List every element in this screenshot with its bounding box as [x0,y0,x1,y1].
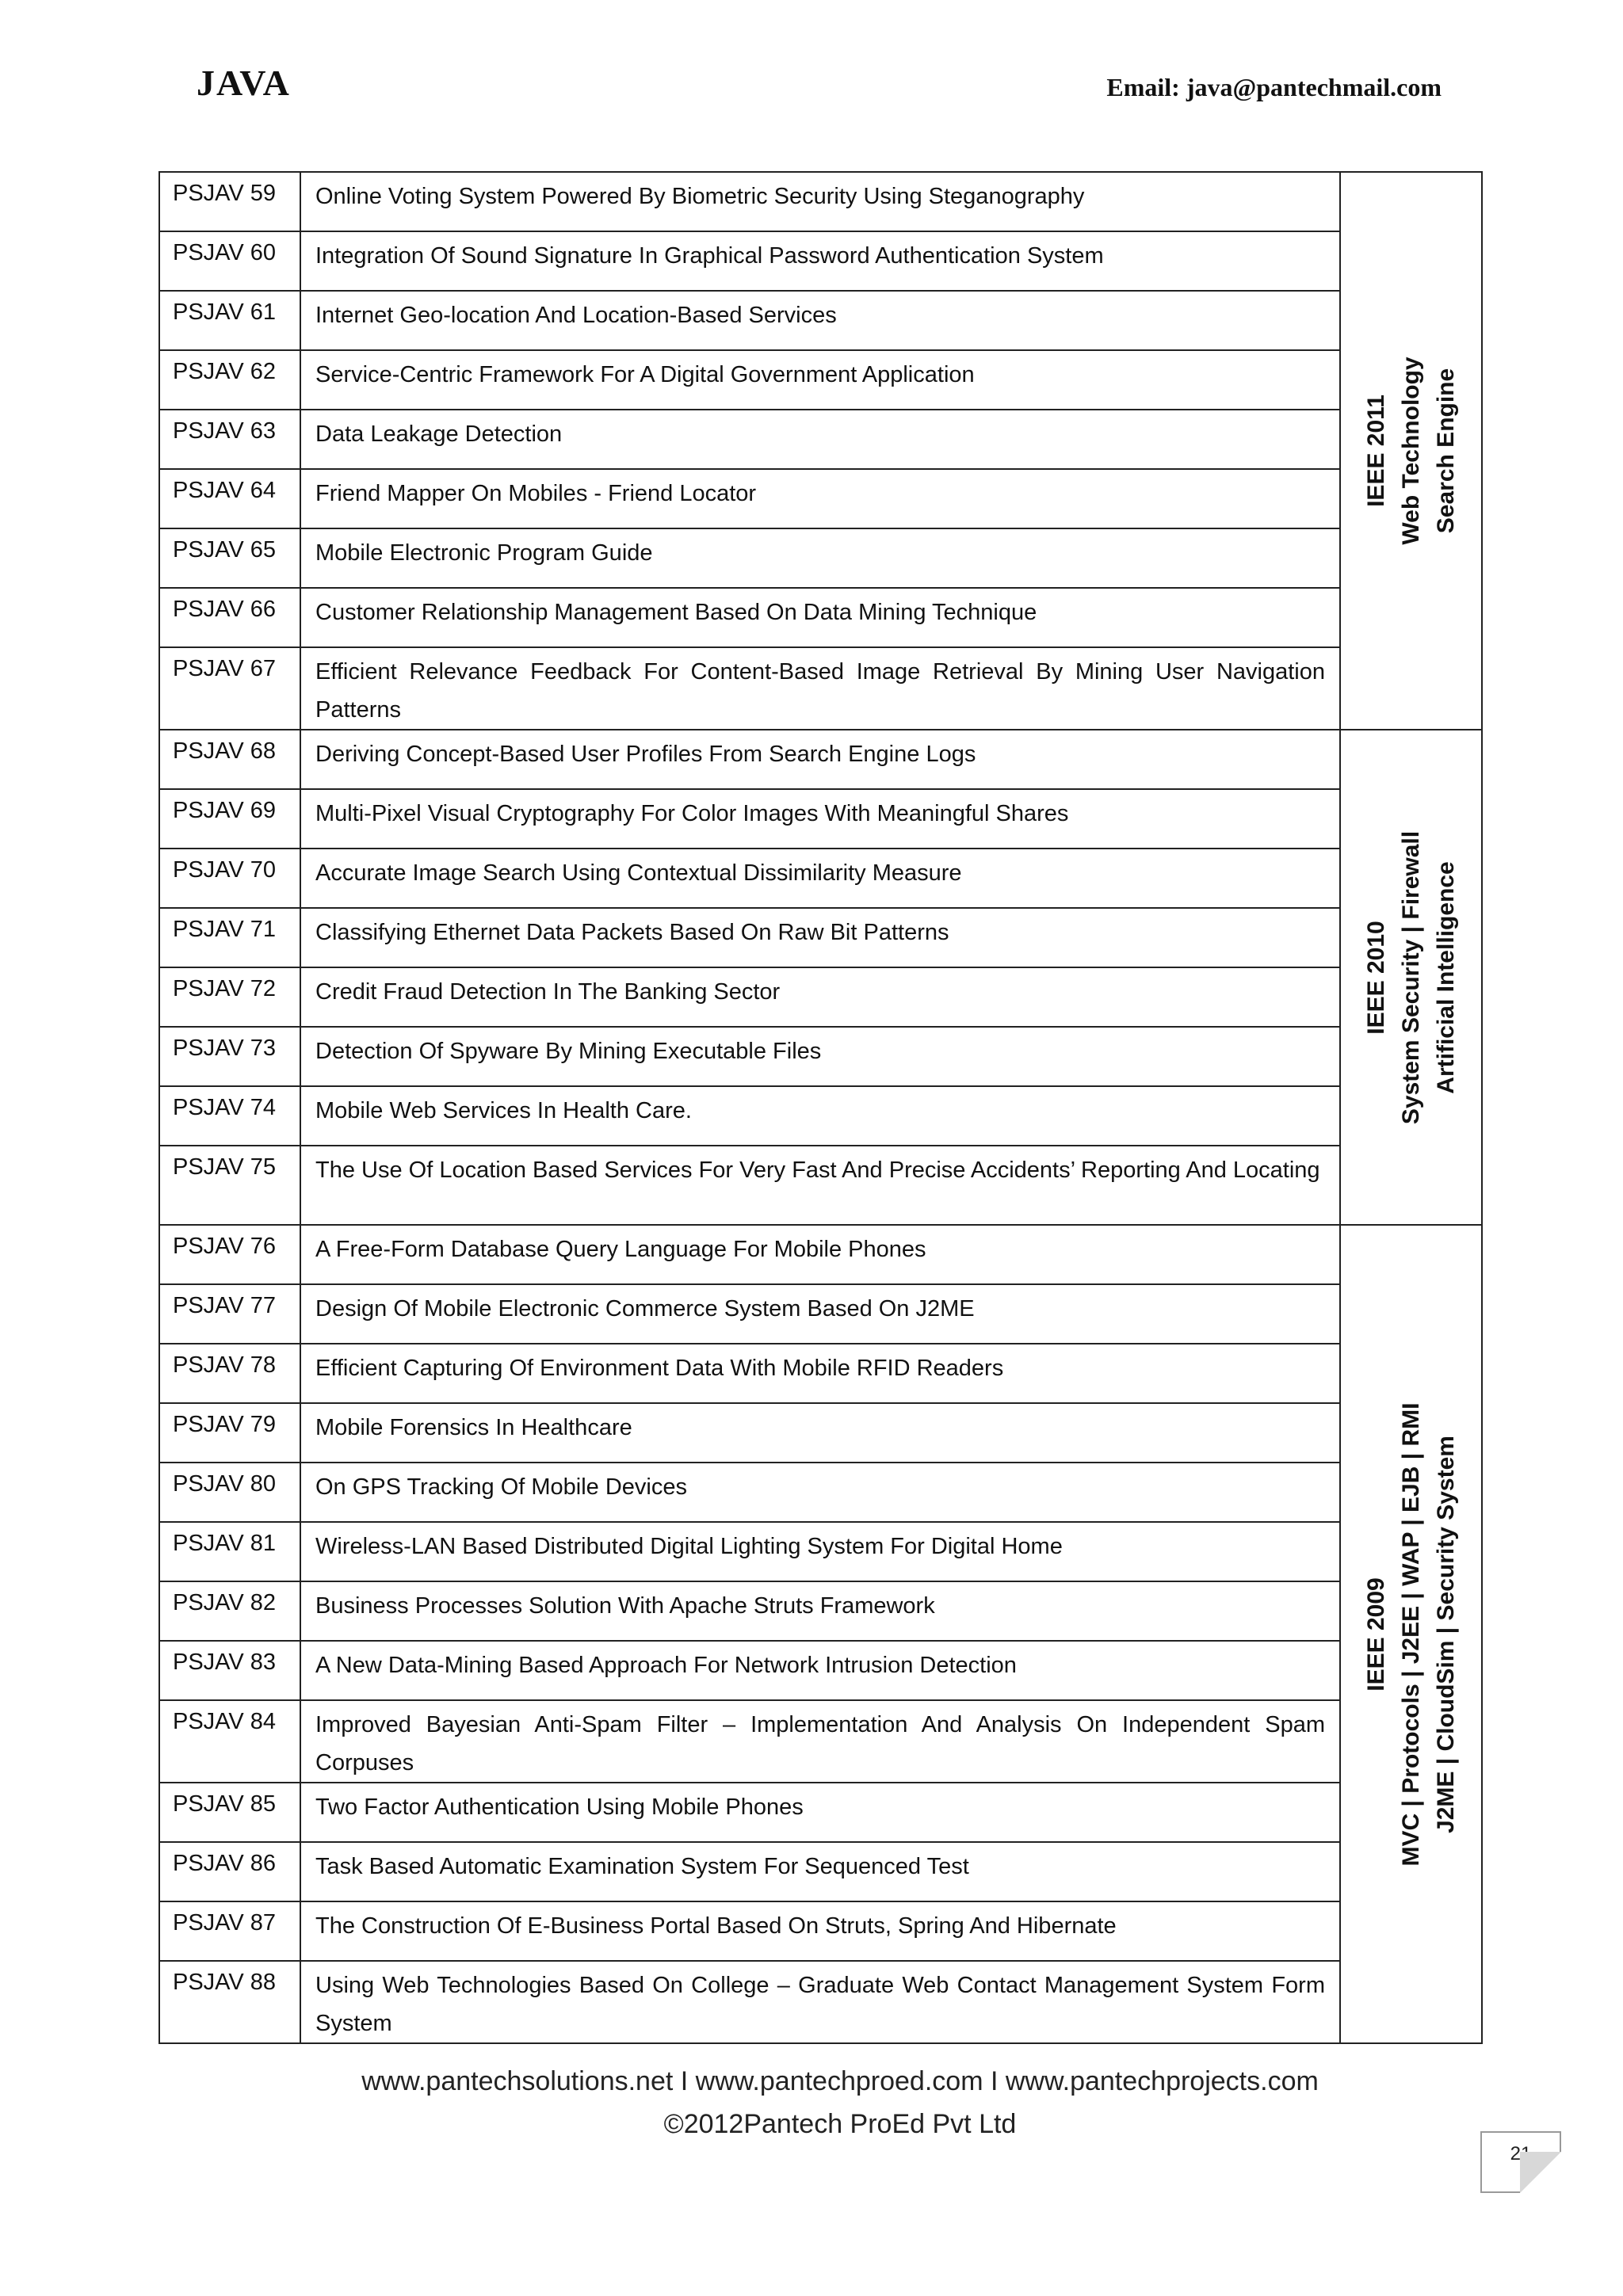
project-title: Wireless-LAN Based Distributed Digital Lighting System For Digital Home [300,1522,1340,1581]
category-line: IEEE 2009 [1362,1577,1389,1691]
table-row [159,1581,1482,1641]
project-title: Two Factor Authentication Using Mobile Phones [300,1783,1340,1842]
project-title: Online Voting System Powered By Biometric Security Using Steganography [300,172,1340,231]
project-code: PSJAV 73 [159,1027,300,1086]
project-code: PSJAV 70 [159,849,300,908]
project-title: A New Data-Mining Based Approach For Network Intrusion Detection [300,1641,1340,1700]
project-code: PSJAV 76 [159,1225,300,1284]
page-number: 21 [1510,2143,1532,2164]
project-code: PSJAV 64 [159,469,300,528]
table-row [159,1842,1482,1901]
project-title: Using Web Technologies Based On College – Graduate Web Contact Management System Form System [300,1961,1340,2043]
table-row [159,469,1482,528]
projects-table-body [159,172,1482,2043]
project-title: The Use Of Location Based Services For Very Fast And Precise Accidents’ Reporting And Locating [300,1146,1340,1225]
project-code: PSJAV 86 [159,1842,300,1901]
table-row [159,1086,1482,1146]
table-row [159,908,1482,967]
project-title: Efficient Capturing Of Environment Data With Mobile RFID Readers [300,1344,1340,1403]
project-code: PSJAV 78 [159,1344,300,1403]
table-row [159,528,1482,588]
project-code: PSJAV 88 [159,1961,300,2043]
projects-table [158,171,1483,2044]
project-code: PSJAV 66 [159,588,300,647]
project-code: PSJAV 83 [159,1641,300,1700]
project-title: Classifying Ethernet Data Packets Based On Raw Bit Patterns [300,908,1340,967]
category-label [1359,1402,1464,1866]
table-row [159,1901,1482,1961]
project-code: PSJAV 72 [159,967,300,1027]
project-title: On GPS Tracking Of Mobile Devices [300,1463,1340,1522]
table-row [159,172,1482,231]
project-title: Improved Bayesian Anti-Spam Filter – Implementation And Analysis On Independent Spam Corpuses [300,1700,1340,1783]
category-label [1359,357,1464,544]
project-code: PSJAV 65 [159,528,300,588]
table-row [159,1522,1482,1581]
project-title: Integration Of Sound Signature In Graphical Password Authentication System [300,231,1340,291]
table-row [159,1146,1482,1225]
project-code: PSJAV 69 [159,789,300,849]
table-row [159,647,1482,730]
project-code: PSJAV 63 [159,410,300,469]
table-row [159,291,1482,350]
table-row [159,1700,1482,1783]
category-cell [1340,1225,1482,2043]
table-row [159,1284,1482,1344]
table-row [159,1344,1482,1403]
project-title: The Construction Of E-Business Portal Based On Struts, Spring And Hibernate [300,1901,1340,1961]
table-row [159,231,1482,291]
table-row [159,350,1482,410]
project-title: Design Of Mobile Electronic Commerce System Based On J2ME [300,1284,1340,1344]
project-code: PSJAV 75 [159,1146,300,1225]
project-title: Customer Relationship Management Based On Data Mining Technique [300,588,1340,647]
project-title: Internet Geo-location And Location-Based Services [300,291,1340,350]
project-code: PSJAV 74 [159,1086,300,1146]
project-title: Credit Fraud Detection In The Banking Sector [300,967,1340,1027]
project-title: Mobile Electronic Program Guide [300,528,1340,588]
category-line: IEEE 2010 [1362,920,1389,1035]
project-code: PSJAV 59 [159,172,300,231]
page-curl-icon [1520,2152,1561,2193]
table-row [159,588,1482,647]
category-line: J2ME | CloudSim | Security System [1432,1435,1459,1833]
category-line: MVC | Protocols | J2EE | WAP | EJB | RMI [1397,1402,1424,1866]
project-code: PSJAV 79 [159,1403,300,1463]
category-line: IEEE 2011 [1362,395,1389,507]
project-code: PSJAV 84 [159,1700,300,1783]
category-cell [1340,730,1482,1225]
project-title: Deriving Concept-Based User Profiles From Search Engine Logs [300,730,1340,789]
project-title: Data Leakage Detection [300,410,1340,469]
project-title: Friend Mapper On Mobiles - Friend Locator [300,469,1340,528]
footer-links: www.pantechsolutions.net I www.pantechproed.com I www.pantechprojects.com [361,2066,1319,2096]
table-row [159,1225,1482,1284]
project-title: Accurate Image Search Using Contextual Dissimilarity Measure [300,849,1340,908]
project-title: Detection Of Spyware By Mining Executable Files [300,1027,1340,1086]
category-cell [1340,172,1482,730]
project-title: Business Processes Solution With Apache Struts Framework [300,1581,1340,1641]
project-code: PSJAV 60 [159,231,300,291]
table-row [159,1641,1482,1700]
table-row [159,789,1482,849]
table-row [159,1783,1482,1842]
project-code: PSJAV 61 [159,291,300,350]
header-title: JAVA [197,63,291,103]
project-title: Task Based Automatic Examination System For Sequenced Test [300,1842,1340,1901]
category-line: Artificial Intelligence [1432,860,1459,1094]
table-row [159,410,1482,469]
page-number-box [1480,2131,1561,2193]
footer-copyright: ©2012Pantech ProEd Pvt Ltd [663,2109,1017,2139]
project-code: PSJAV 68 [159,730,300,789]
project-title: Service-Centric Framework For A Digital Government Application [300,350,1340,410]
table-row [159,1403,1482,1463]
table-row [159,1463,1482,1522]
project-code: PSJAV 82 [159,1581,300,1641]
table-row [159,849,1482,908]
table-row [159,967,1482,1027]
table-row [159,730,1482,789]
category-line: Search Engine [1432,368,1459,534]
project-code: PSJAV 85 [159,1783,300,1842]
category-line: System Security | Firewall [1397,830,1424,1124]
project-code: PSJAV 77 [159,1284,300,1344]
project-title: Mobile Forensics In Healthcare [300,1403,1340,1463]
project-title: Multi-Pixel Visual Cryptography For Color Images With Meaningful Shares [300,789,1340,849]
project-code: PSJAV 67 [159,647,300,730]
header-email: Email: java@pantechmail.com [1106,73,1442,101]
category-line: Web Technology [1397,357,1424,545]
project-code: PSJAV 62 [159,350,300,410]
project-code: PSJAV 81 [159,1522,300,1581]
project-title: Mobile Web Services In Health Care. [300,1086,1340,1146]
project-title: Efficient Relevance Feedback For Content-Based Image Retrieval By Mining User Navigation Patterns [300,647,1340,730]
category-label [1359,830,1464,1123]
table-row [159,1027,1482,1086]
project-title: A Free-Form Database Query Language For Mobile Phones [300,1225,1340,1284]
project-code: PSJAV 71 [159,908,300,967]
table-row [159,1961,1482,2043]
project-code: PSJAV 80 [159,1463,300,1522]
project-code: PSJAV 87 [159,1901,300,1961]
